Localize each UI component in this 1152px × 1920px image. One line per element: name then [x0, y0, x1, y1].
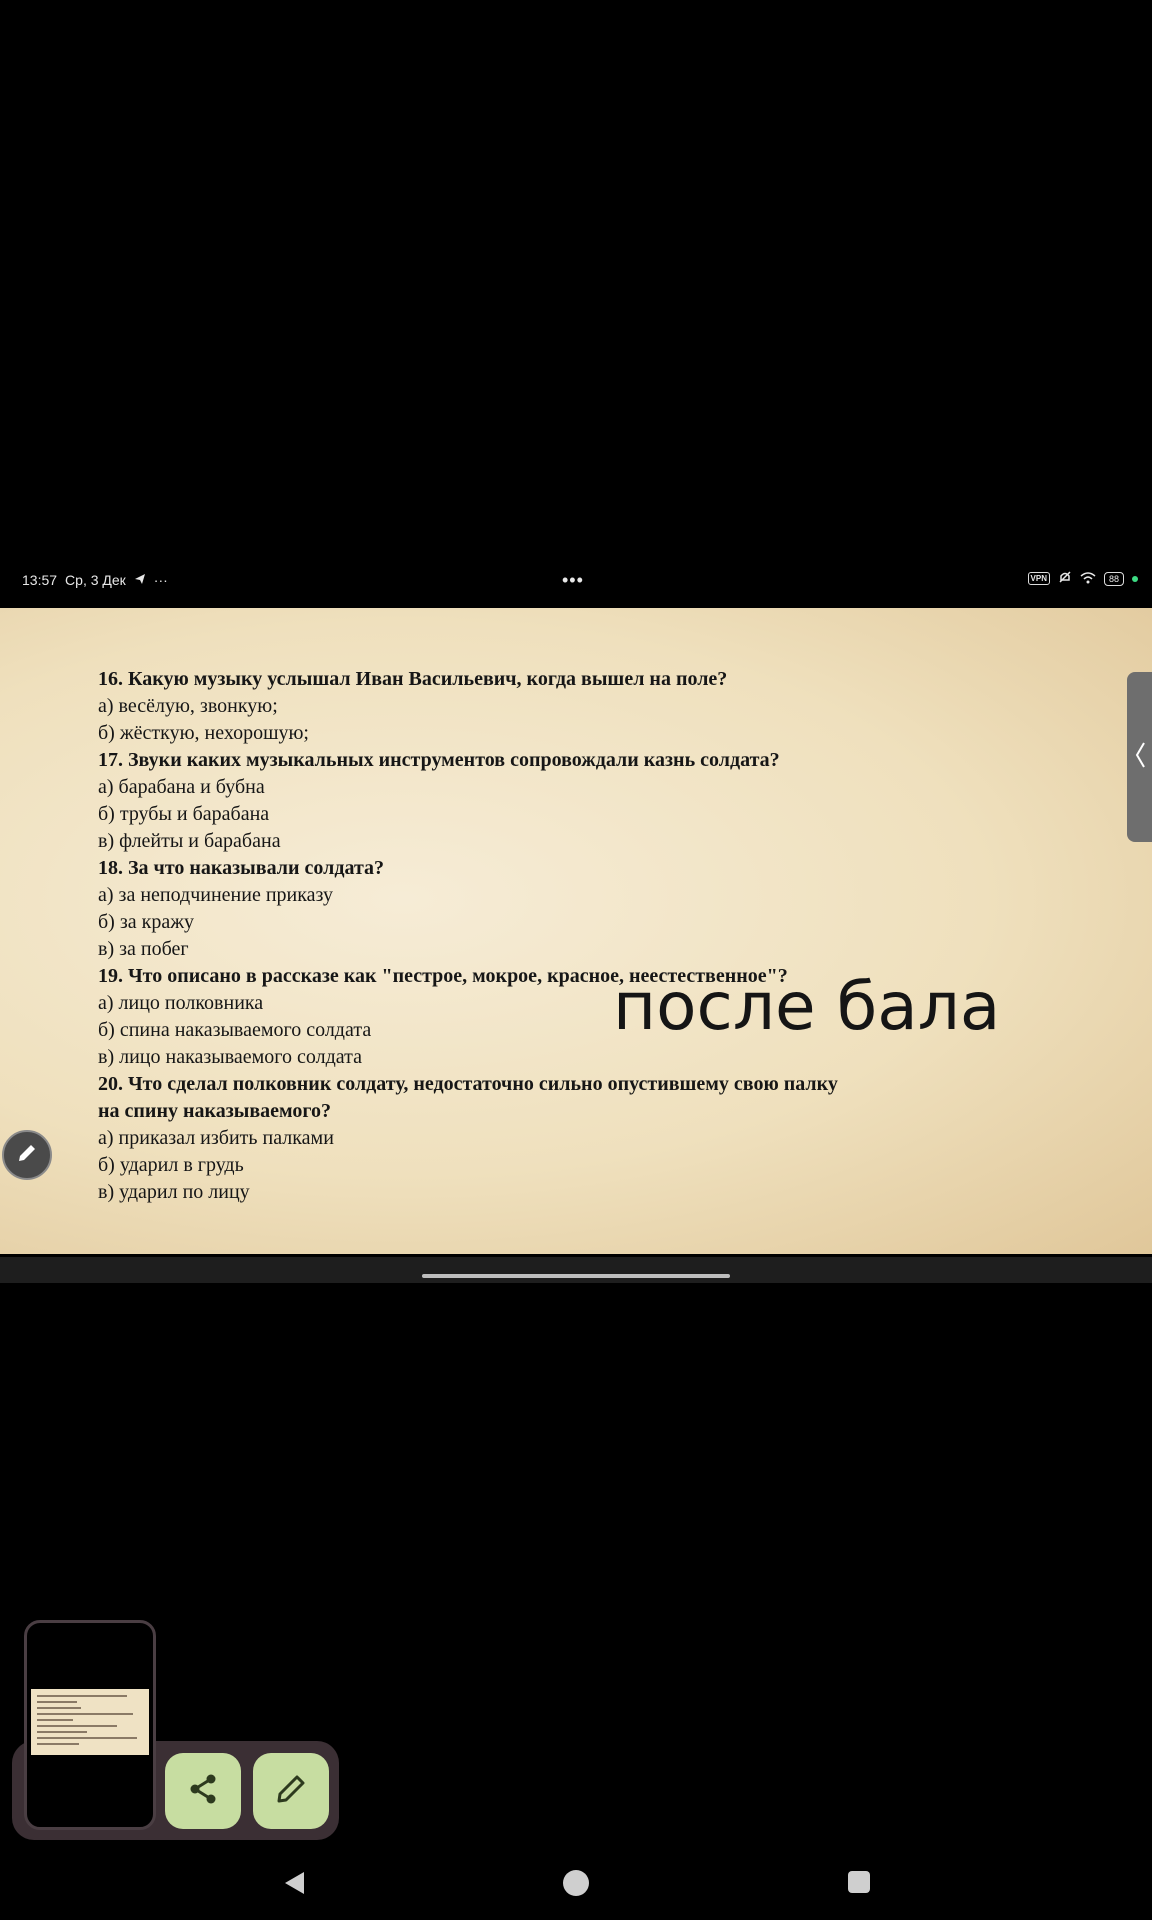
answer-option: в) ударил по лицу [98, 1181, 250, 1203]
more-notifications-icon: ··· [153, 572, 168, 588]
question-text: 18. За что наказывали солдата? [98, 857, 385, 879]
question-text: 19. Что описано в рассказе как "пестрое, мокрое, красное, неестественное"? [98, 965, 788, 987]
window-menu-dots[interactable]: ••• [562, 570, 584, 590]
answer-option: б) спина наказываемого солдата [98, 1019, 372, 1041]
answer-option: в) за побег [98, 938, 189, 960]
edit-screenshot-button[interactable] [253, 1753, 329, 1829]
mute-icon [1058, 570, 1072, 587]
share-button[interactable] [165, 1753, 241, 1829]
status-date: Ср, 3 Дек [65, 572, 126, 588]
status-right [1028, 570, 1138, 587]
side-panel-tab[interactable] [1127, 672, 1152, 842]
answer-option: в) флейты и барабана [98, 830, 281, 852]
answer-option: а) весёлую, звонкую; [98, 695, 278, 717]
status-bar [0, 560, 1152, 600]
question-text: на спину наказываемого? [98, 1100, 331, 1122]
answer-option: б) за кражу [98, 911, 195, 933]
chevron-left-icon [1134, 741, 1146, 774]
status-time: 13:57 [22, 572, 58, 588]
wifi-icon [1080, 571, 1096, 587]
question-text: 17. Звуки каких музыкальных инструментов сопровождали казнь солдата? [98, 749, 780, 771]
edit-floating-button[interactable] [2, 1130, 52, 1180]
overlay-text: после бала [613, 968, 1001, 1045]
navigation-bar [0, 1860, 1152, 1912]
status-left [22, 572, 168, 588]
answer-option: б) жёсткую, нехорошую; [98, 722, 309, 744]
thumbnail-slide-preview [31, 1689, 149, 1755]
battery-indicator: 88 [1104, 572, 1124, 586]
answer-option: а) лицо полковника [98, 992, 264, 1014]
share-icon [185, 1771, 221, 1812]
answer-option: б) трубы и барабана [98, 803, 270, 825]
home-icon[interactable] [563, 1870, 589, 1896]
recent-apps-icon[interactable] [848, 1871, 870, 1893]
answer-option: в) лицо наказываемого солдата [98, 1046, 362, 1068]
telegram-icon [134, 572, 146, 588]
privacy-dot-icon [1132, 576, 1138, 582]
vpn-icon: VPN [1028, 572, 1050, 585]
answer-option: а) барабана и бубна [98, 776, 265, 798]
answer-option: а) за неподчинение приказу [98, 884, 333, 906]
answer-option: а) приказал избить палками [98, 1127, 334, 1149]
answer-option: б) ударил в грудь [98, 1154, 244, 1176]
handle-strip [0, 1257, 1152, 1283]
question-text: 16. Какую музыку услышал Иван Васильевич, когда вышел на поле? [98, 668, 728, 690]
back-icon[interactable] [282, 1870, 306, 1901]
question-text: 20. Что сделал полковник солдату, недостаточно сильно опустившему свою палку [98, 1073, 838, 1095]
screenshot-thumbnail[interactable] [24, 1620, 156, 1830]
question-list [98, 666, 1001, 1206]
drag-handle[interactable] [422, 1274, 730, 1278]
pencil-icon [16, 1142, 38, 1169]
slide-image [0, 608, 1152, 1254]
pencil-icon [274, 1772, 308, 1811]
